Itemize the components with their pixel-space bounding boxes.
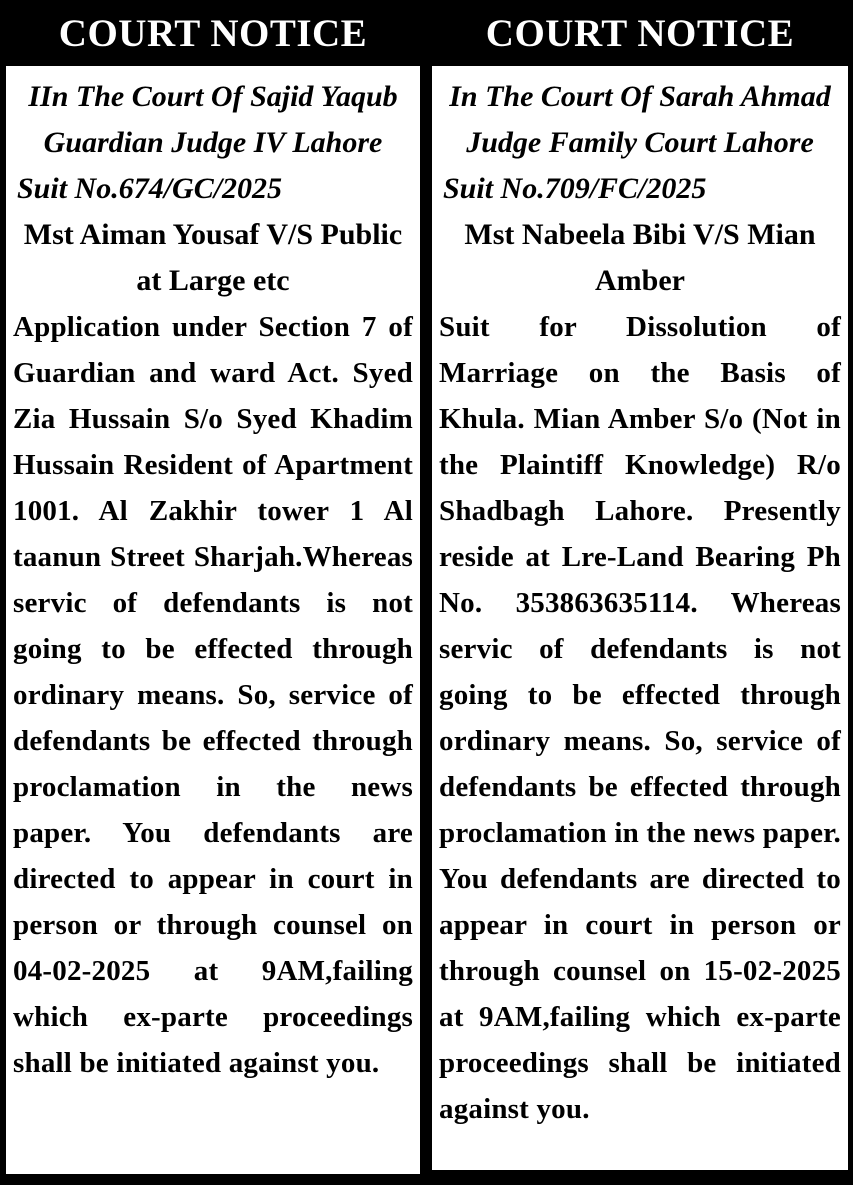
notice-right [432, 4, 848, 1125]
notice-left [6, 4, 420, 1079]
parties: Mst Aiman Yousaf V/S Public at Large etc [23, 218, 403, 297]
notice-heading: COURT NOTICE [485, 12, 795, 55]
notice-body: Suit for Dissolution of Marriage on the Basis of Khula. Mian Amber S/o (Not in the Plaintiff Knowledge) R/o Shadbagh Lahore. Presently reside at Lre-Land Bearing Ph No. 353863635114. Whereas servic of defendants is not going to be effected through ordinary means. So, service of defendants be effected through proclamation in the news paper. You defendants are directed to appear in court in person or through counsel on 15-02-2025 at 9AM,failing which ex-parte proceedings shall be initiated against you. [439, 311, 841, 1125]
notice-box [432, 66, 848, 1170]
court-name: IIn The Court Of Sajid Yaqub Guardian Judge IV Lahore [28, 80, 398, 159]
notice-heading: COURT NOTICE [58, 12, 368, 55]
court-name: In The Court Of Sarah Ahmad Judge Family Court Lahore [449, 80, 831, 159]
notice-box [6, 66, 420, 1174]
suit-number: Suit No.709/FC/2025 [443, 172, 707, 205]
suit-number: Suit No.674/GC/2025 [17, 172, 283, 205]
notice-body: Application under Section 7 of Guardian and ward Act. Syed Zia Hussain S/o Syed Khadim Hussain Resident of Apartment 1001. Al Zakhir tower 1 Al taanun Street Sharjah.Whereas servic of defendants is not going to be effected through ordinary means. So, service of defendants be effected through proclamation in the news paper. You defendants are directed to appear in court in person or through counsel on 04-02-2025 at 9AM,failing which ex-parte proceedings shall be initiated against you. [13, 311, 413, 1079]
parties: Mst Nabeela Bibi V/S Mian Amber [464, 218, 816, 297]
